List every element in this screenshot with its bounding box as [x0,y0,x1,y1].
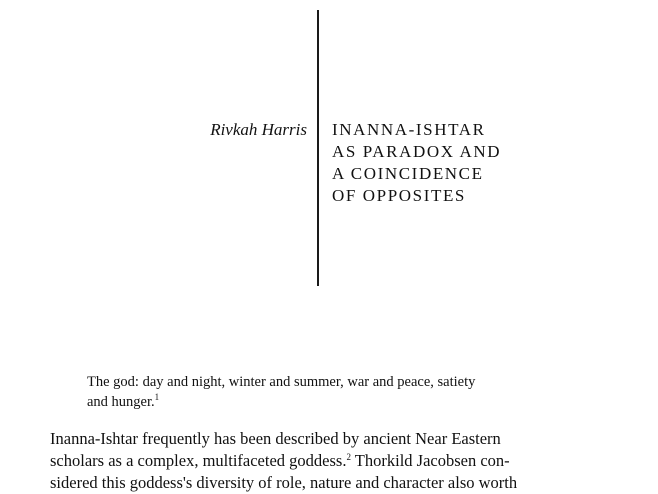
footnote-ref: 2 [346,452,351,462]
article-title [332,119,501,207]
body-line [50,450,650,472]
body-text: scholars as a complex, multifaceted goddess. [50,451,347,470]
body-line: sidered this goddess's diversity of role, nature and character also worth [50,473,518,492]
title-divider-rule [317,10,319,286]
body-line: Inanna-Ishtar frequently has been described by ancient Near Eastern [50,429,501,448]
title-line: INANNA-ISHTAR [332,120,486,139]
body-line-cut [50,472,650,492]
title-line: AS PARADOX AND [332,142,502,161]
title-line: OF OPPOSITES [332,186,466,205]
epigraph-line: The god: day and night, winter and summer, war and peace, satiety [87,374,476,390]
author-name: Rivkah Harris [210,120,307,139]
epigraph-line [87,392,587,412]
epigraph-text: and hunger. [87,394,155,410]
body-text: Thorkild Jacobsen con- [350,451,510,470]
body-paragraph [50,428,650,492]
title-line: A COINCIDENCE [332,164,484,183]
epigraph [87,372,587,412]
footnote-ref: 1 [154,392,160,402]
